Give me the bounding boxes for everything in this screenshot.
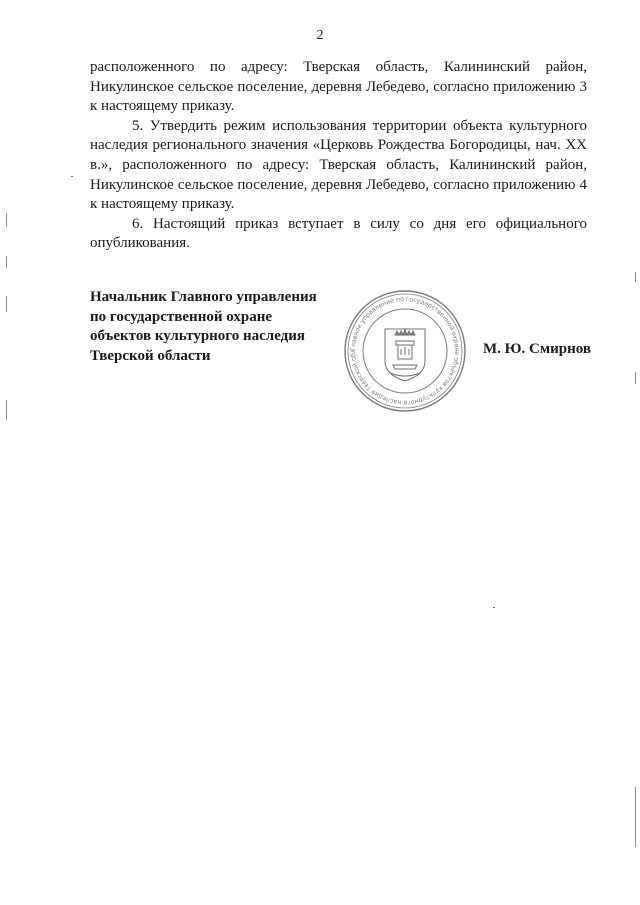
tver-coat-of-arms-icon: [385, 329, 425, 381]
paragraph-continuation: расположенного по адресу: Тверская область, Калининский район, Никулинское сельское поселение, деревня Лебедево, согласно приложению 3 к настоящему приказу.: [90, 59, 587, 115]
seal-ring-text: Главное управление по государственной охране объектов культурного наследия Тверской обл: [349, 295, 461, 407]
signer-position-line: по государственной охране: [90, 308, 273, 325]
scan-margin-mark: [635, 787, 636, 847]
scan-margin-mark: [6, 256, 7, 268]
signer-position-line: объектов культурного наследия: [90, 328, 306, 345]
scan-margin-mark: [635, 372, 636, 384]
scan-dot: [71, 176, 73, 177]
signer-position-line: Тверской области: [90, 347, 211, 364]
scan-dot: [493, 607, 495, 608]
scan-margin-mark: [6, 213, 7, 227]
paragraph-item-5: 5. Утвердить режим использования территории объекта культурного наследия регионального значения «Церковь Рождества Богородицы, нач. XX в.», расположенного по адресу: Тверская область, Калининский район, Никулинское сельское поселение, деревня Лебедево, согласно приложению 4 к настоящему приказу.: [90, 117, 587, 213]
scan-margin-mark: [635, 272, 636, 282]
signer-position: [90, 288, 340, 366]
official-seal-icon: [343, 289, 467, 413]
document-body: [90, 58, 587, 254]
scan-margin-mark: [6, 296, 7, 312]
scan-margin-mark: [6, 400, 7, 420]
paragraph-item-6: 6. Настоящий приказ вступает в силу со дня его официального опубликования.: [90, 215, 587, 252]
signer-name: М. Ю. Смирнов: [483, 341, 591, 357]
page-number: 2: [316, 28, 324, 43]
signer-position-line: Начальник Главного управления: [90, 289, 317, 305]
